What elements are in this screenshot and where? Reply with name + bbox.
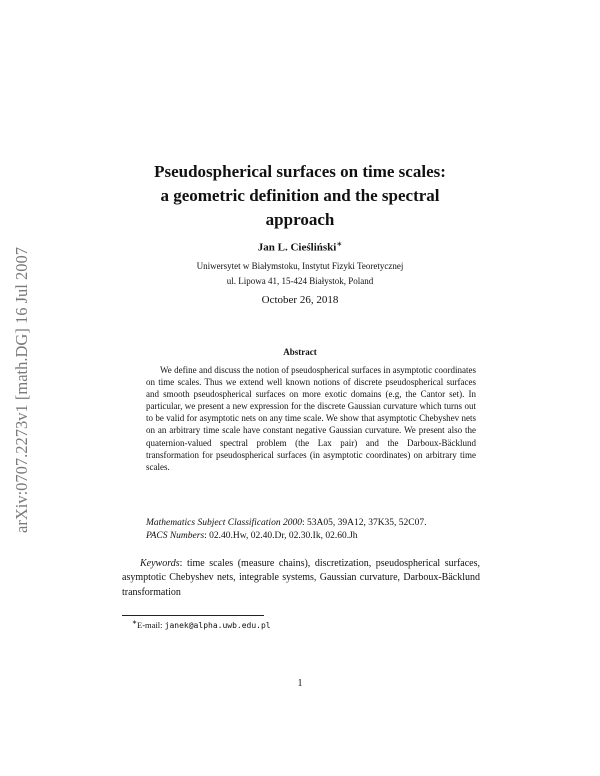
footnote-label: E-mail: [137,619,165,630]
title-line: Pseudospherical surfaces on time scales: [154,162,446,181]
paper-date: October 26, 2018 [261,294,339,306]
page-number: 1 [297,678,303,689]
footnote [132,619,271,630]
author-footnote-mark: ∗ [336,240,343,248]
footnote-email[interactable]: janek@alpha.uwb.edu.pl [164,620,271,630]
paper-title [100,160,500,232]
abstract-heading: Abstract [283,347,317,357]
arxiv-identifier-stamp: arXiv:0707.2273v1 [math.DG] 16 Jul 2007 [12,247,31,533]
title-line: a geometric definition and the spectral [160,186,440,205]
keywords [122,557,480,600]
msc-value: : 53A05, 39A12, 37K35, 52C07. [301,518,427,528]
keywords-value: : time scales (measure chains), discretization, pseudospherical surfaces, asymptotic Chebyshev nets, integrable systems, Gaussian curvature, Darboux-Bäcklund transformation [122,558,480,598]
pacs-classification [146,530,486,543]
pacs-value: : 02.40.Hw, 02.40.Dr, 02.30.Ik, 02.60.Jh [204,531,358,541]
author-name: Jan L. Cieśliński [257,241,337,254]
title-line: approach [265,210,335,229]
affiliation-line: Uniwersytet w Białymstoku, Instytut Fizyki Teoretycznej [196,261,404,271]
abstract-body: We define and discuss the notion of pseudospherical surfaces in asymptotic coordinates on time scales. Thus we extend well known notions of discrete pseudospherical surfaces and smooth pseudospherical surfaces on more exotic domains (e.g, the Cantor set). In particular, we present a new expression for the discrete Gaussian curvature which turns out to be valid for asymptotic nets on any time scale. We show that asymptotic Chebyshev nets on an arbitrary time scale have constant negative Gaussian curvature. We present also the quaternion-valued spectral problem (the Lax pair) and the Darboux-Bäcklund transformation for pseudospherical surfaces (in asymptotic coordinates) on arbitrary time scales. [146,365,476,472]
pacs-label: PACS Numbers [146,531,205,541]
keywords-label: Keywords [140,558,180,569]
msc-classification [146,517,486,530]
footnote-rule [122,615,264,616]
footnote-mark: ∗ [132,620,138,626]
affiliation-line: ul. Lipowa 41, 15-424 Białystok, Poland [226,276,374,286]
author [0,240,600,254]
msc-label: Mathematics Subject Classification 2000 [146,518,302,528]
